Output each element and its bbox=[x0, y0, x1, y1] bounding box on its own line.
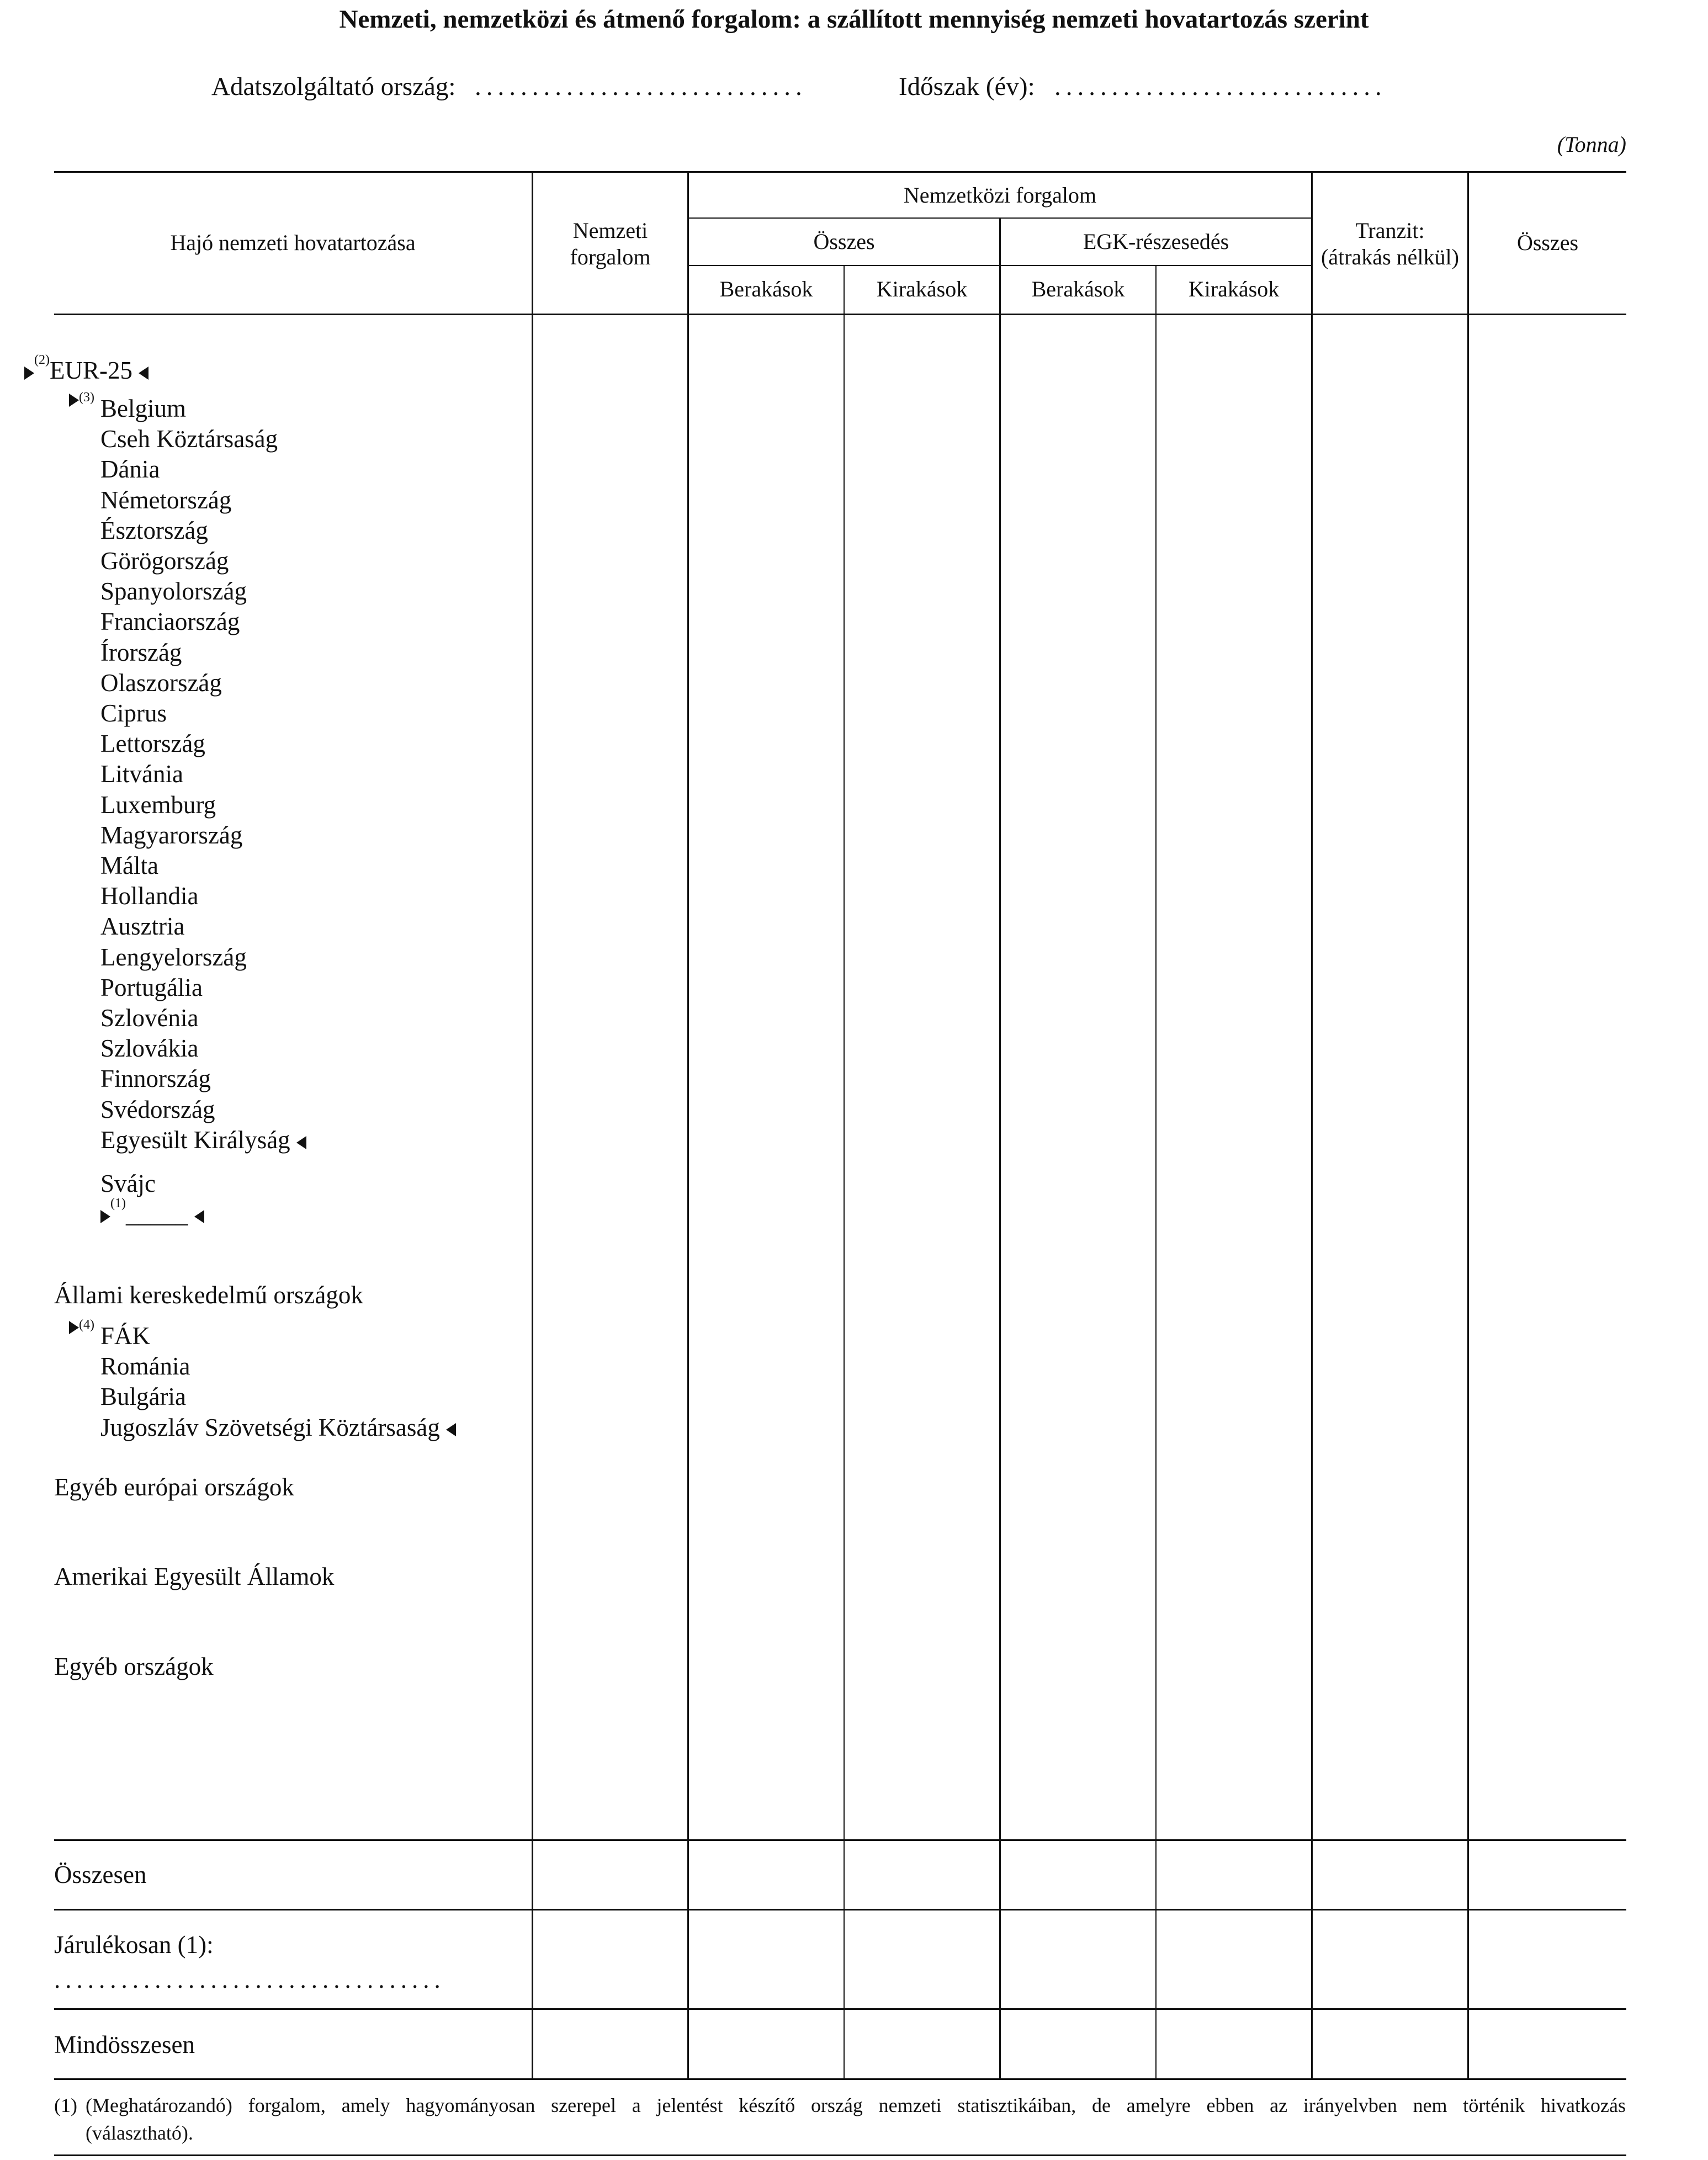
header-transit-line1: Tranzit: bbox=[1355, 218, 1425, 243]
header-eec-unloadings: Kirakások bbox=[1188, 277, 1280, 301]
state-trading-list bbox=[100, 1321, 456, 1443]
footnote-marker: (1) bbox=[54, 2094, 77, 2116]
header-national-line1: Nemzeti bbox=[572, 218, 648, 243]
amendment-start-icon bbox=[69, 1323, 79, 1332]
eur25-label: EUR-25 bbox=[49, 357, 132, 384]
header-flag-column: Hajó nemzeti hovatartozása bbox=[170, 230, 416, 255]
country-row: Németország bbox=[100, 486, 232, 514]
country-row: Franciaország bbox=[100, 608, 240, 636]
country-row: Svédország bbox=[100, 1095, 215, 1123]
amendment-start-icon bbox=[100, 1200, 110, 1228]
amendment-start-icon bbox=[69, 395, 79, 405]
belgium-marker-group bbox=[69, 390, 94, 408]
unit-label: (Tonna) bbox=[1557, 132, 1626, 157]
country-row: Szlovénia bbox=[100, 1004, 199, 1032]
country-row: Hollandia bbox=[100, 882, 199, 910]
amendment-end-icon bbox=[296, 1126, 306, 1154]
country-row: Luxemburg bbox=[100, 790, 216, 819]
other-countries-row: Egyéb országok bbox=[54, 1653, 214, 1680]
country-label: Egyesült Királyság bbox=[100, 1126, 290, 1154]
header-total-unloadings: Kirakások bbox=[876, 277, 968, 301]
belgium-marker: (3) bbox=[79, 390, 94, 405]
amendment-end-icon bbox=[194, 1200, 204, 1228]
period-label: Időszak (év): bbox=[899, 72, 1035, 101]
blank-row-marker: (1) bbox=[110, 1196, 126, 1211]
footnote-text-continued: (választható). bbox=[86, 2122, 193, 2144]
country-row: Ciprus bbox=[100, 699, 167, 728]
additional-row: Járulékosan (1): bbox=[54, 1931, 214, 1959]
country-row: Finnország bbox=[100, 1065, 211, 1093]
header-total-group: Összes bbox=[813, 229, 875, 254]
country-row bbox=[100, 1125, 306, 1155]
fak-marker-group bbox=[69, 1318, 94, 1336]
country-row bbox=[100, 1413, 456, 1443]
header-eec-loadings: Berakások bbox=[1031, 277, 1125, 301]
reporting-country-dots: ............................. bbox=[475, 72, 807, 101]
amendment-end-icon bbox=[139, 357, 148, 384]
country-row: Lengyelország bbox=[100, 943, 247, 971]
eur25-row bbox=[24, 353, 148, 385]
state-trading-heading: Állami kereskedelmű országok bbox=[54, 1281, 363, 1309]
country-row: Cseh Köztársaság bbox=[100, 425, 278, 453]
country-row: Litvánia bbox=[100, 760, 183, 788]
country-row: Olaszország bbox=[100, 668, 222, 697]
country-row: Észtország bbox=[100, 516, 208, 544]
amendment-start-icon bbox=[24, 357, 34, 384]
switzerland-row: Svájc bbox=[100, 1170, 156, 1197]
fak-marker: (4) bbox=[79, 1318, 94, 1332]
header-total-column: Összes bbox=[1516, 230, 1579, 255]
country-row: Belgium bbox=[100, 395, 186, 422]
country-row: Dánia bbox=[100, 455, 160, 484]
header-international: Nemzetközi forgalom bbox=[903, 183, 1097, 208]
blank-country-row bbox=[100, 1196, 204, 1228]
header-eec-group: EGK-részesedés bbox=[1083, 229, 1229, 254]
country-row: Románia bbox=[100, 1352, 190, 1381]
country-row: FÁK bbox=[100, 1322, 151, 1350]
country-row: Írország bbox=[100, 638, 182, 666]
country-row: Málta bbox=[100, 852, 158, 880]
header-transit-line2: (átrakás nélkül) bbox=[1321, 245, 1459, 269]
country-row: Szlovákia bbox=[100, 1034, 199, 1063]
country-row: Görögország bbox=[100, 547, 229, 575]
reporting-country-label: Adatszolgáltató ország: bbox=[211, 72, 456, 101]
country-row: Bulgária bbox=[100, 1383, 186, 1411]
total-row: Összesen bbox=[54, 1861, 147, 1888]
page-title: Nemzeti, nemzetközi és átmenő forgalom: a szállított mennyiség nemzeti hovatartozás szerint bbox=[339, 5, 1369, 34]
country-label: Jugoszláv Szövetségi Köztársaság bbox=[100, 1413, 440, 1441]
amendment-end-icon bbox=[446, 1414, 456, 1441]
country-list bbox=[100, 394, 306, 1155]
usa-row: Amerikai Egyesült Államok bbox=[54, 1563, 335, 1590]
eur25-marker: (2) bbox=[34, 353, 50, 367]
country-row: Ausztria bbox=[100, 912, 185, 941]
period-dots: ............................. bbox=[1054, 72, 1387, 101]
country-row: Spanyolország bbox=[100, 577, 247, 606]
other-european-row: Egyéb európai országok bbox=[54, 1473, 294, 1501]
footnote-text: (Meghatározandó) forgalom, amely hagyományosan szerepel a jelentést készítő ország nemzeti statisztikáiban, de amelyre ebben az irányelvben nem történik hivatkozás bbox=[86, 2094, 1626, 2116]
country-row: Portugália bbox=[100, 973, 203, 1001]
grand-total-row: Mindösszesen bbox=[54, 2031, 195, 2058]
additional-dots: ................................... bbox=[54, 1966, 445, 1993]
country-row: Magyarország bbox=[100, 821, 243, 849]
blank-line: _____ bbox=[125, 1200, 188, 1228]
header-total-loadings: Berakások bbox=[719, 277, 813, 301]
country-row: Lettország bbox=[100, 730, 205, 758]
header-national-line2: forgalom bbox=[570, 245, 651, 269]
